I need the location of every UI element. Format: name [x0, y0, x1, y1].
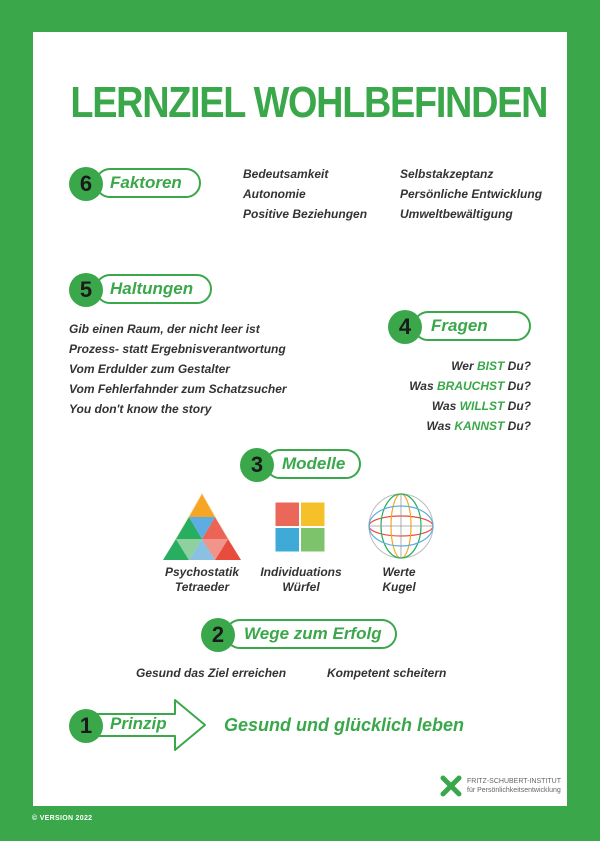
- prinzip-label: Prinzip: [110, 714, 167, 733]
- factor-item: Persönliche Entwicklung: [400, 187, 543, 201]
- fragen-pill: [413, 311, 531, 341]
- factors-column-1: [243, 164, 367, 224]
- page-title: LERNZIEL WOHLBEFINDEN: [70, 78, 548, 127]
- question-item: Was WILLST Du?: [431, 399, 531, 413]
- modelle-pill: [265, 449, 361, 479]
- faktoren-label: Faktoren: [110, 173, 182, 192]
- question-keyword: BIST: [476, 359, 505, 373]
- section-number-6: 6: [69, 167, 103, 201]
- haltung-item: You don't know the story: [69, 402, 212, 416]
- fragen-list: [409, 356, 531, 436]
- haltung-item: Gib einen Raum, der nicht leer ist: [69, 322, 260, 336]
- principle-statement: Gesund und glücklich leben: [224, 715, 465, 735]
- haltungen-pill: [95, 274, 212, 304]
- cube-icon: [273, 500, 329, 556]
- faktoren-pill: [95, 168, 201, 198]
- way-item: Gesund das Ziel erreichen: [136, 666, 287, 680]
- haltungen-list: [69, 319, 287, 419]
- sphere-icon: [366, 491, 436, 561]
- question-item: Wer BIST Du?: [451, 359, 531, 373]
- way-item: Kompetent scheitern: [327, 666, 447, 680]
- section-number-3: 3: [240, 448, 274, 482]
- question-keyword: BRAUCHST: [436, 379, 505, 393]
- section-number-5: 5: [69, 273, 103, 307]
- wege-label: Wege zum Erfolg: [244, 624, 382, 643]
- question-keyword: WILLST: [459, 399, 505, 413]
- factor-item: Positive Beziehungen: [243, 207, 368, 221]
- institute-logo-text: FRITZ-SCHUBERT-INSTITUT für Persönlichkeitsentwicklung: [467, 778, 561, 794]
- wege-pill: [225, 619, 397, 649]
- poster-card: [33, 32, 567, 806]
- factor-item: Bedeutsamkeit: [243, 167, 329, 181]
- question-keyword: KANNST: [454, 419, 505, 433]
- institute-logo-icon: [439, 774, 463, 798]
- tetrahedron-icon: [161, 490, 243, 562]
- fragen-label: Fragen: [431, 316, 488, 335]
- question-item: Was KANNST Du?: [426, 419, 531, 433]
- section-number-2: 2: [201, 618, 235, 652]
- haltung-item: Vom Fehlerfahnder zum Schatzsucher: [69, 382, 287, 396]
- haltungen-label: Haltungen: [110, 279, 194, 298]
- factor-item: Selbstakzeptanz: [400, 167, 494, 181]
- section-number-4: 4: [388, 310, 422, 344]
- version-footer: © VERSION 2022: [32, 815, 93, 822]
- model-label-wuerfel: Individuations Würfel: [260, 565, 342, 594]
- factors-column-2: [400, 164, 542, 224]
- haltung-item: Vom Erdulder zum Gestalter: [69, 362, 230, 376]
- haltung-item: Prozess- statt Ergebnisverantwortung: [69, 342, 286, 356]
- section-number-1: 1: [69, 709, 103, 743]
- model-label-kugel: Werte Kugel: [382, 565, 416, 594]
- question-item: Was BRAUCHST Du?: [409, 379, 531, 393]
- model-label-tetraeder: Psychostatik Tetraeder: [164, 565, 240, 594]
- factor-item: Umweltbewältigung: [400, 207, 513, 221]
- factor-item: Autonomie: [243, 187, 306, 201]
- modelle-label: Modelle: [282, 454, 346, 473]
